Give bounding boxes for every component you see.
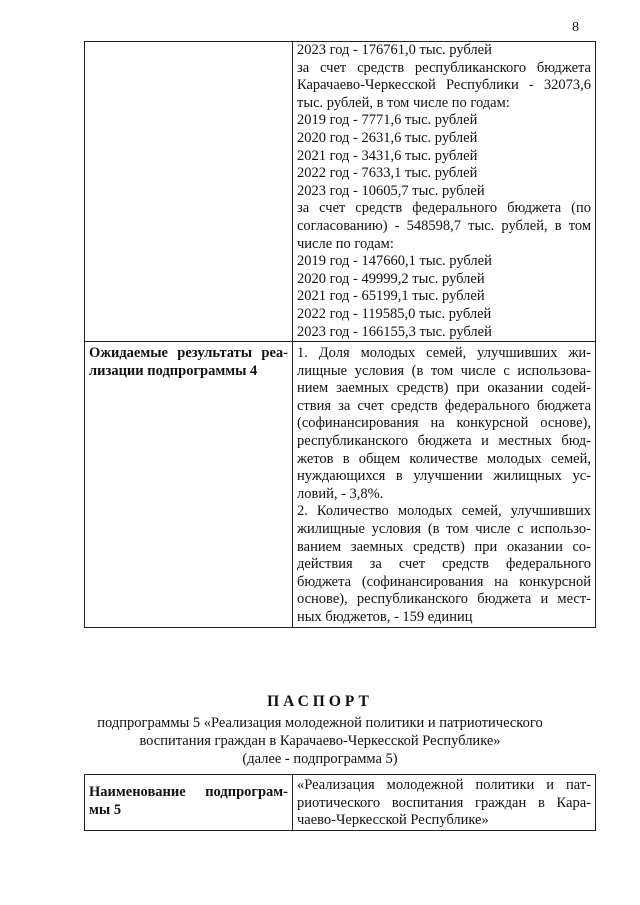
- text-line: 2021 год - 3431,6 тыс. рублей: [297, 147, 478, 164]
- table-row: [85, 42, 596, 342]
- text-line: числе по годам:: [297, 235, 394, 252]
- text-line: 2021 год - 65199,1 тыс. рублей: [297, 288, 485, 305]
- text-line: Карачаево-Черкесской Республики - 32073,6: [297, 77, 591, 94]
- text-line: 2. Количество молодых семей, улучшивших: [297, 503, 591, 520]
- text-line: (софинансирования на конкурсной основе),: [297, 415, 591, 432]
- text-line: Ожидаемые результаты реа-: [89, 345, 288, 362]
- text-line: ловий, - 3,8%.: [297, 485, 384, 502]
- text-line: лизации подпрограммы 4: [89, 362, 258, 379]
- text-line: 2023 год - 10605,7 тыс. рублей: [297, 182, 485, 199]
- text-line: тыс. рублей, в том числе по годам:: [297, 94, 510, 111]
- text-line: чаево-Черкесской Республике»: [297, 812, 489, 829]
- text-line: бюджета (софинансирования на конкурсной: [297, 573, 591, 590]
- text-line: 2023 год - 166155,3 тыс. рублей: [297, 323, 492, 340]
- text-line: 2020 год - 49999,2 тыс. рублей: [297, 270, 485, 287]
- text-line: 2023 год - 176761,0 тыс. рублей: [297, 42, 492, 58]
- text-line: ванием заемных средств) при оказании со-: [297, 538, 591, 555]
- text-line: ствия за счет средств федерального бюджета: [297, 397, 591, 414]
- text-line: лищные условия (в том числе с использова-: [297, 362, 591, 379]
- text-line: действия за счет средств федерального: [297, 556, 591, 573]
- text-line: Наименование подпрограм-: [89, 784, 288, 800]
- text-line: нием заемных средств) при оказании содей-: [297, 380, 591, 397]
- passport-subtitle-line: подпрограммы 5 «Реализация молодежной политики и патриотического: [97, 715, 543, 731]
- table-row: [85, 775, 596, 831]
- text-line: согласованию) - 548598,7 тыс. рублей, в том: [297, 217, 591, 234]
- text-line: риотического воспитания граждан в Кара-: [297, 794, 591, 811]
- text-line: за счет средств федерального бюджета (по: [297, 200, 591, 217]
- text-line: 2019 год - 147660,1 тыс. рублей: [297, 253, 492, 270]
- text-line: 2022 год - 119585,0 тыс. рублей: [297, 305, 492, 322]
- expected-results-label-cell: [85, 342, 293, 628]
- text-line: 1. Доля молодых семей, улучшивших жи-: [297, 345, 591, 362]
- subprogram-name-label-cell: [85, 775, 293, 831]
- funding-results-table: [84, 41, 596, 628]
- text-line: 2019 год - 7771,6 тыс. рублей: [297, 112, 478, 129]
- text-line: 2020 год - 2631,6 тыс. рублей: [297, 129, 478, 146]
- text-line: «Реализация молодежной политики и пат-: [297, 777, 591, 793]
- expected-results-cell: [293, 342, 596, 628]
- page-number: 8: [572, 20, 579, 35]
- table-cell-empty: [85, 42, 293, 342]
- text-line: мы 5: [89, 801, 122, 818]
- text-line: жилищные условия (в том числе с использо-: [297, 521, 591, 538]
- passport-table: [84, 774, 596, 831]
- text-line: нуждающихся в улучшении жилищных ус-: [297, 468, 591, 485]
- subprogram-name-cell: [293, 775, 596, 831]
- text-line: жетов в общем количестве молодых семей,: [297, 450, 591, 467]
- table-row: [85, 342, 596, 628]
- text-line: республиканского бюджета и местных бюд-: [297, 433, 591, 450]
- passport-subtitle-line: (далее - подпрограмма 5): [242, 751, 398, 767]
- passport-subtitle-line: воспитания граждан в Карачаево-Черкесской Республике»: [139, 733, 501, 749]
- passport-title: ПАСПОРТ: [267, 693, 373, 710]
- text-line: 2022 год - 7633,1 тыс. рублей: [297, 165, 478, 182]
- text-line: ных бюджетов, - 159 единиц: [297, 609, 473, 625]
- text-line: за счет средств республиканского бюджета: [297, 59, 591, 76]
- text-line: основе), республиканского бюджета и мест-: [297, 591, 591, 608]
- funding-details-cell: [293, 42, 596, 342]
